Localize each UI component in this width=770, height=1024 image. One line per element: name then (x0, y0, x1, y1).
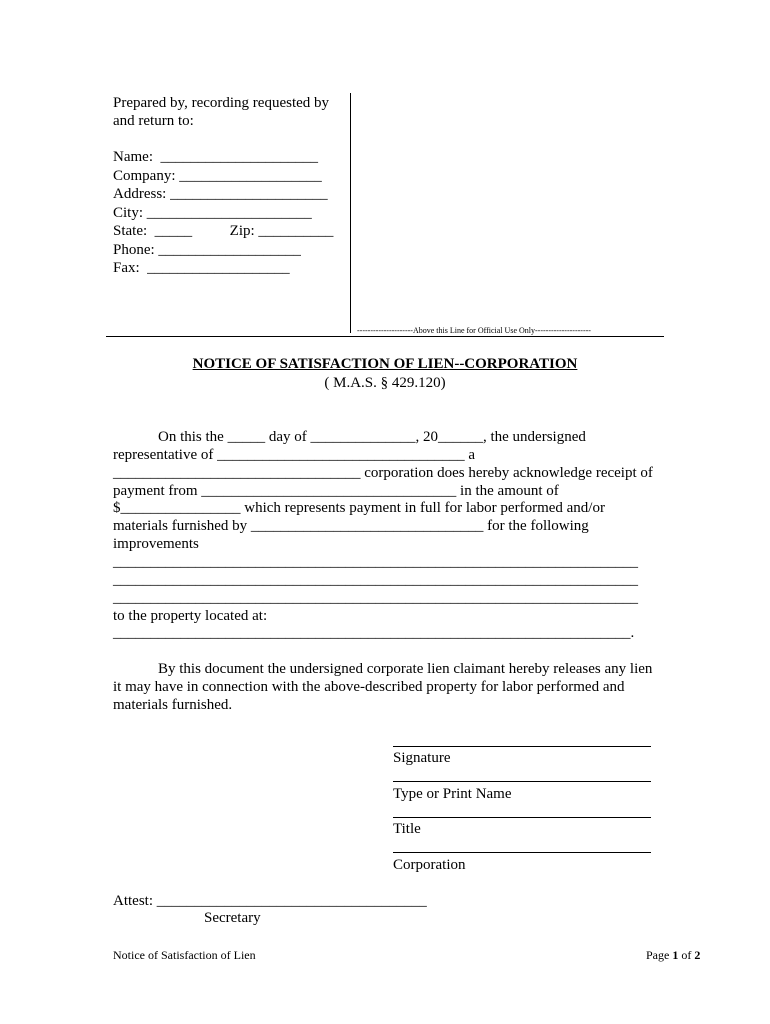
improvements-blank-2: ______________________________________________________________________ (113, 572, 638, 588)
property-label: to the property located at: (113, 608, 268, 624)
page-number: 1 (672, 948, 679, 962)
prepared-by-line-1: Prepared by, recording requested by (113, 95, 330, 111)
paragraph-1-line-4: payment from __________________________________ in the amount of (113, 483, 559, 499)
state-zip-field: State: _____ Zip: __________ (113, 223, 334, 239)
paragraph-1-line-7: improvements (113, 536, 199, 552)
print-name-line (393, 781, 651, 782)
improvements-blank-3: ______________________________________________________________________ (113, 590, 638, 606)
official-use-notice: ---------------------Above this Line for Official Use Only--------------------- (357, 326, 591, 335)
paragraph-1-line-1: On this the _____ day of ______________, 20______, the undersigned (113, 429, 586, 445)
company-field: Company: ___________________ (113, 168, 322, 184)
corporation-line (393, 852, 651, 853)
prepared-by-line-2: and return to: (113, 113, 194, 129)
paragraph-1-line-3: _________________________________ corporation does hereby acknowledge receipt of (113, 465, 653, 481)
page-prefix: Page (646, 948, 673, 962)
attest-line: Attest: ____________________________________ (113, 893, 427, 909)
title-label: Title (393, 821, 421, 837)
improvements-blank-1: ______________________________________________________________________ (113, 554, 638, 570)
paragraph-1-line-2: representative of _________________________________ a (113, 447, 476, 463)
signature-label: Signature (393, 750, 451, 766)
page-indicator (646, 948, 700, 963)
title-line (393, 817, 651, 818)
corporation-label: Corporation (393, 857, 466, 873)
property-line: _____________________________________________________________________. (113, 625, 635, 641)
secretary-label: Secretary (204, 910, 261, 926)
signature-line (393, 746, 651, 747)
paragraph-2-line-2: it may have in connection with the above-described property for labor performed and (113, 679, 625, 695)
print-name-label: Type or Print Name (393, 786, 512, 802)
header-horizontal-divider (106, 336, 664, 337)
paragraph-1-line-5: $________________ which represents payment in full for labor performed and/or (113, 500, 605, 516)
page-of: of (678, 948, 695, 962)
paragraph-1-line-6: materials furnished by _______________________________ for the following (113, 518, 589, 534)
name-field: Name: _____________________ (113, 149, 318, 165)
city-field: City: ______________________ (113, 205, 312, 221)
phone-field: Phone: ___________________ (113, 242, 301, 258)
fax-field: Fax: ___________________ (113, 260, 290, 276)
address-field: Address: _____________________ (113, 186, 328, 202)
paragraph-2-line-1: By this document the undersigned corporate lien claimant hereby releases any lien (113, 661, 653, 677)
document-title: NOTICE OF SATISFACTION OF LIEN--CORPORATION (192, 356, 578, 372)
paragraph-2-line-3: materials furnished. (113, 697, 233, 713)
footer-title: Notice of Satisfaction of Lien (113, 948, 256, 962)
page-total: 2 (694, 948, 701, 962)
statute-reference: ( M.A.S. § 429.120) (324, 375, 446, 391)
header-vertical-divider (350, 93, 351, 333)
